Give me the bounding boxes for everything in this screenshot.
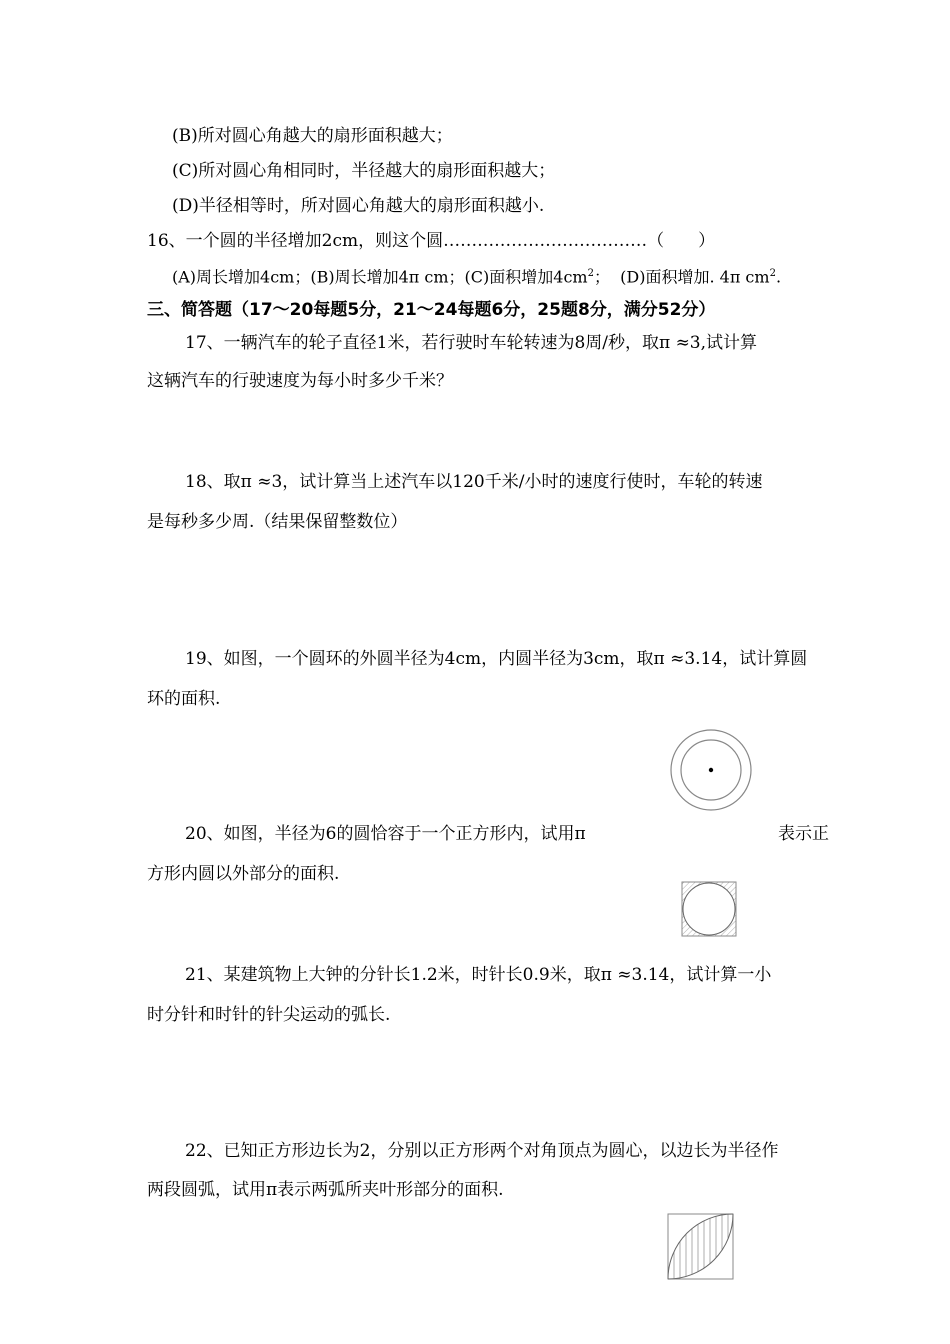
q16-option-d-end: . — [775, 267, 782, 287]
leaf-arc-upper — [668, 1214, 733, 1279]
q16-option-b-label: (B)周长增加 — [310, 267, 399, 287]
q16-option-d-exponent: 2 — [769, 268, 776, 279]
q16-option-c-end: ； — [593, 267, 610, 287]
q19-line2: 环的面积. — [147, 689, 221, 709]
leaf-arc-lower — [668, 1214, 733, 1279]
leaf-figure — [666, 1212, 738, 1282]
q20-line2: 方形内圆以外部分的面积. — [147, 864, 340, 884]
q15-option-d: (D)半径相等时，所对圆心角越大的扇形面积越小. — [172, 196, 545, 216]
q19-line1: 19、如图，一个圆环的外圆半径为4cm，内圆半径为3cm，取π ≈3.14，试计算圆 — [185, 649, 808, 669]
q16-option-a: (A)周长增加4cm； — [172, 267, 311, 287]
leaf-square — [668, 1214, 733, 1279]
q20-line1-left: 20、如图，半径为6的圆恰容于一个正方形内，试用π — [185, 824, 586, 844]
q16-option-d-value: 4π cm — [719, 267, 770, 287]
q17-line2: 这辆汽车的行驶速度为每小时多少千米？ — [147, 371, 453, 391]
q15-option-c: (C)所对圆心角相同时，半径越大的扇形面积越大； — [172, 161, 556, 181]
q17-line1: 17、一辆汽车的轮子直径1米，若行驶时车轮转速为8周/秒，取π ≈3,试计算 — [185, 333, 758, 353]
q16-option-c-label: (C)面积增加4cm — [464, 267, 588, 287]
q16-option-b-value: 4π cm； — [398, 267, 465, 287]
q16-options — [172, 262, 781, 289]
ring-figure — [668, 727, 754, 813]
square-circle-figure — [680, 880, 738, 938]
q18-line1: 18、取π ≈3，试计算当上述汽车以120千米/小时的速度行使时，车轮的转速 — [185, 472, 763, 492]
q21-line1: 21、某建筑物上大钟的分针长1.2米，时针长0.9米，取π ≈3.14，试计算一小 — [185, 965, 772, 985]
center-dot — [709, 768, 713, 772]
q18-line2: 是每秒多少周.（结果保留整数位） — [147, 512, 408, 532]
q21-line2: 时分针和时针的针尖运动的弧长. — [147, 1005, 391, 1025]
q16-option-c-exponent: 2 — [587, 268, 594, 279]
q22-line2: 两段圆弧，试用π表示两弧所夹叶形部分的面积. — [147, 1180, 504, 1200]
q20-line1-right: 表示正 — [778, 824, 829, 844]
section-3-title: 三、简答题（17～20每题5分，21～24每题6分，25题8分，满分52分） — [147, 300, 716, 320]
q22-line1: 22、已知正方形边长为2，分别以正方形两个对角顶点为圆心，以边长为半径作 — [185, 1141, 779, 1161]
inscribed-circle — [683, 883, 735, 935]
q15-option-b: (B)所对圆心角越大的扇形面积越大； — [172, 126, 453, 146]
q16-stem: 16、一个圆的半径增加2cm，则这个圆………………………………（ ） — [147, 231, 716, 251]
q16-option-d-label: (D)面积增加. — [620, 267, 715, 287]
